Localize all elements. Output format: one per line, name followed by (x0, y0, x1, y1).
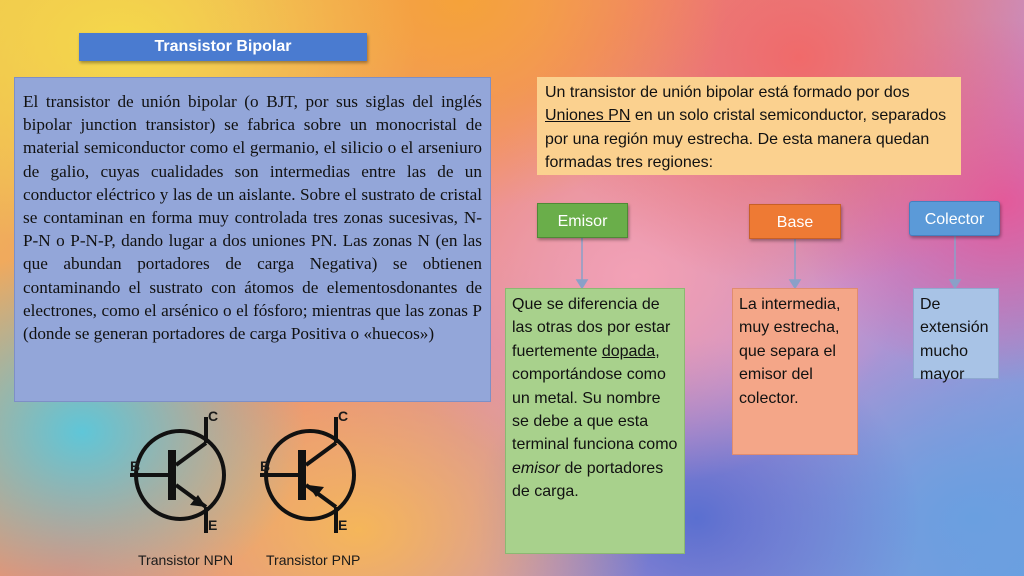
npn-base-label: B (130, 458, 141, 474)
intro-text: El transistor de unión bipolar (o BJT, por sus siglas del inglés bipolar junction transistor) se fabrica sobre un monocristal de material semiconductor como el germanio, el silicio o el arseniuro de galio, cuyas cualidades son intermedias entre las de un conductor eléctrico y las de un aislante. Sobre el sustrato de cristal se contaminan en forma muy controlada tres zonas sucesivas, N-P-N o P-N-P, dando lugar a dos uniones PN. Las zonas N (en las que abundan portadores de carga Negativa) se obtienen contaminando el sustrato con átomos de elementosdonantes de electrones, como el arsénico o el fósforo; mientras que las zonas P (donde se generan portadores de carga Positiva o «huecos») (14, 77, 491, 402)
base-description: La intermedia, muy estrecha, que separa el emisor del colector. (732, 288, 858, 455)
colector-arrowhead (950, 280, 960, 288)
pnp-collector-label: C (338, 408, 349, 424)
dopada-link[interactable]: dopada (601, 342, 656, 360)
description-text: Un transistor de unión bipolar está formado por dos (545, 84, 910, 101)
transistor-symbols (110, 405, 380, 576)
pnp-symbol (260, 417, 354, 533)
pnp-emitter-label: E (338, 517, 348, 533)
pnp-caption: Transistor PNP (266, 552, 361, 568)
emisor-description (505, 288, 685, 554)
npn-caption: Transistor NPN (138, 552, 234, 568)
description-text-end: en un solo cristal semiconductor, separados por una región muy estrecha. De esta manera quedan formadas tres regiones: (545, 107, 947, 172)
base-arrowhead (790, 280, 800, 288)
base-label: Base (749, 204, 841, 239)
colector-label: Colector (909, 201, 1000, 236)
emisor-arrowhead (577, 280, 587, 288)
colector-description: De extensión mucho mayor (913, 288, 999, 379)
npn-collector-label: C (208, 408, 219, 424)
emisor-emphasis: emisor (512, 459, 561, 477)
npn-emitter-label: E (208, 517, 218, 533)
page-title: Transistor Bipolar (79, 33, 367, 61)
emisor-text-1: Que se diferencia de las otras dos por estar fuertemente (512, 296, 671, 360)
uniones-pn-link[interactable]: Uniones PN (545, 107, 631, 125)
npn-symbol (130, 417, 224, 533)
emisor-label: Emisor (537, 203, 628, 238)
emisor-text-2: , comportándose como un metal. Su nombre se debe a que esta terminal funciona como (512, 342, 678, 454)
emisor-text-3: de portadores de carga. (512, 459, 664, 501)
pnp-base-label: B (260, 458, 271, 474)
